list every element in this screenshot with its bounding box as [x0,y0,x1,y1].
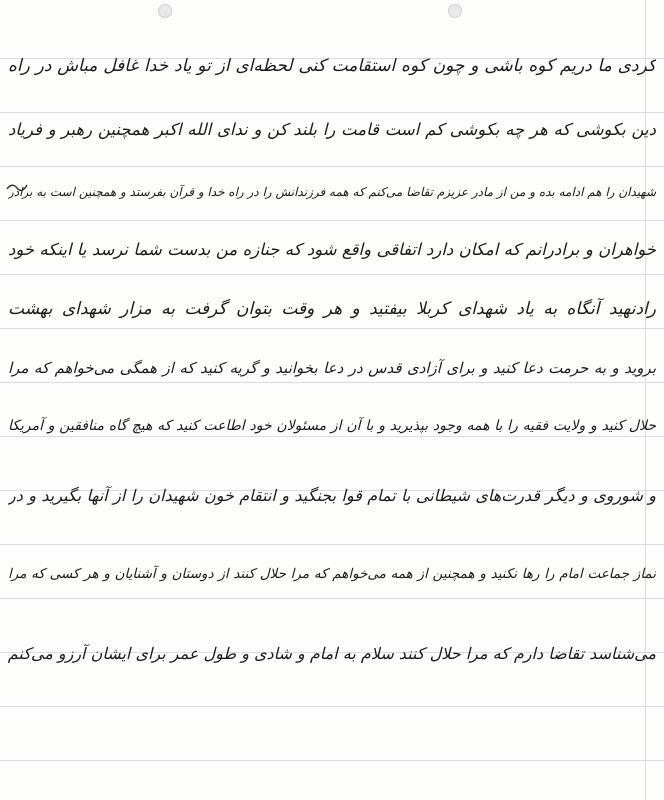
letter-line-4: خواهران و برادرانم که امکان دارد اتفاقی واقع شود که جنازه من بدست شما نرسد یا اینکه خود [8,240,656,259]
letter-line-8: و شوروی و دیگر قدرت‌های شیطانی با تمام قوا بجنگید و انتقام خون شهیدان را از آنها بگیرید و در [8,486,656,505]
ruled-line [0,544,664,545]
letter-line-2: دین بکوشی که هر چه بکوشی کم است قامت را بلند کن و ندای الله اکبر همچنین رهبر و فریاد [8,120,656,139]
letter-line-9: نماز جماعت امام را رها نکنید و همچنین از همه می‌خواهم که مرا حلال کنند از دوستان و آشنایان و هر کسی که مرا [8,566,656,582]
ruled-line [0,220,664,221]
binder-hole [158,4,172,18]
ruled-line [0,706,664,707]
letter-line-6: بروید و به حرمت دعا کنید و برای آزادی قدس در دعا بخوانید و گریه کنید که از همگی می‌خواهم که مرا [8,359,656,377]
letter-line-3: شهیدان را هم ادامه بده و من از مادر عزیزم تقاضا می‌کنم که همه فرزندانش را در راه خدا و قرآن بفرستد و همچنین است به برادر [8,185,656,199]
letter-line-1: کردی ما دریم کوه باشی و چون کوه استقامت کنی لحظه‌ای از تو یاد خدا غافل مباش در راه [8,56,656,76]
letter-line-7: حلال کنید و ولایت فقیه را با همه وجود بپذیرید و با آن از مسئولان خود اطاعت کنید که هیچ گاه منافقین و آمریکا [8,418,656,434]
ruled-line [0,760,664,761]
letter-line-5: رادنهید آنگاه به یاد شهدای کربلا بیفتید و هر وقت بتوان گرفت به مزار شهدای بهشت [8,299,656,319]
binder-hole [448,4,462,18]
letter-line-10: می‌شناسد تقاضا دارم که مرا حلال کنند سلام به امام و شادی و طول عمر برای ایشان آرزو می‌کنم [8,644,656,663]
